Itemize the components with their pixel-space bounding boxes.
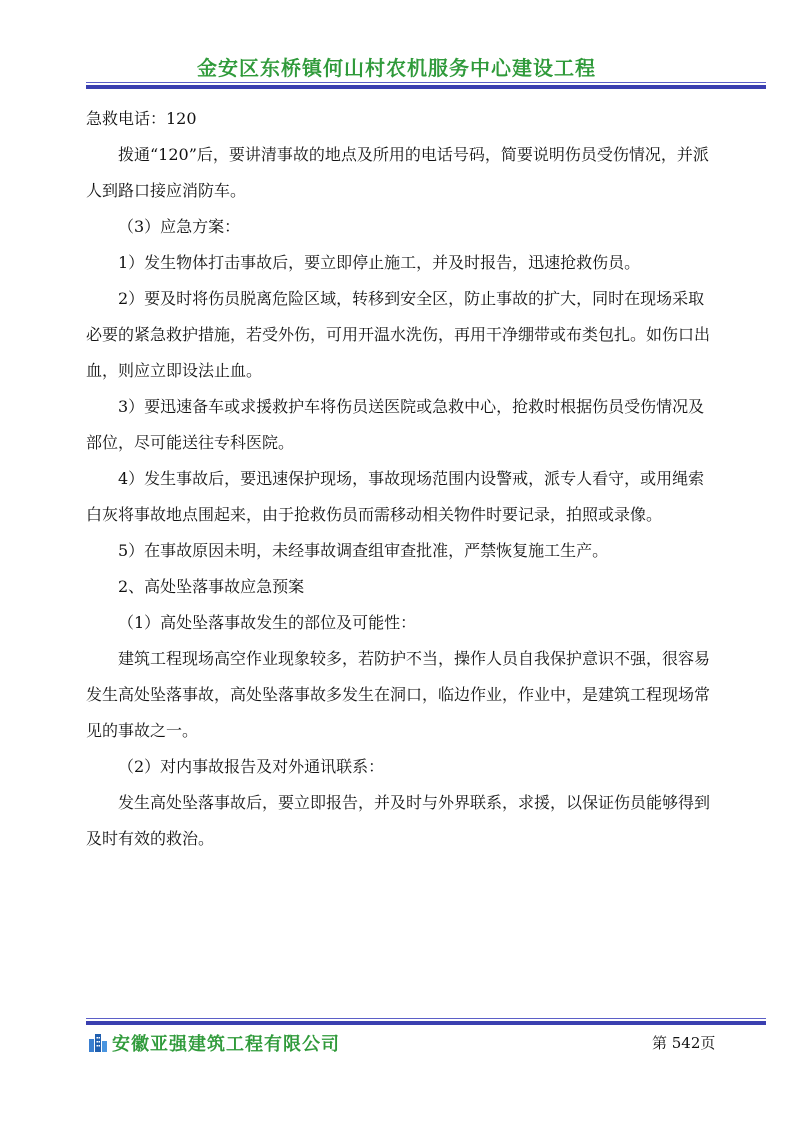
header-rule <box>86 82 766 89</box>
paragraph-step-1: 1）发生物体打击事故后，要立即停止施工，并及时报告，迅速抢救伤员。 <box>118 253 641 272</box>
building-logo-icon <box>88 1031 108 1053</box>
footer-company-name: 安徽亚强建筑工程有限公司 <box>112 1034 340 1055</box>
paragraph-step-4: 4）发生事故后，要迅速保护现场，事故现场范围内设警戒，派专人看守，或用绳索白灰将事故地点围起来，由于抢救伤员而需移动相关物件时要记录，拍照或录像。 <box>86 469 705 524</box>
footer-rule-thin <box>86 1018 766 1019</box>
paragraph-fall-description: 建筑工程现场高空作业现象较多，若防护不当，操作人员自我保护意识不强，很容易发生高处坠落事故，高处坠落事故多发生在洞口，临边作业，作业中，是建筑工程现场常见的事故之一。 <box>86 649 711 740</box>
paragraph-call-120: 拨通“120”后，要讲清事故的地点及所用的电话号码，简要说明伤员受伤情况，并派人到路口接应消防车。 <box>86 145 709 200</box>
paragraph-reporting: 发生高处坠落事故后，要立即报告，并及时与外界联系，求援，以保证伤员能够得到及时有效的救治。 <box>86 793 711 848</box>
paragraph-step-2: 2）要及时将伤员脱离危险区域，转移到安全区，防止事故的扩大，同时在现场采取必要的紧急救护措施，若受外伤，可用开温水洗伤，再用干净绷带或布类包扎。如伤口出血，则应立即设法止血。 <box>86 289 711 380</box>
header-rule-thin <box>86 82 766 83</box>
paragraph-step-5: 5）在事故原因未明，未经事故调查组审查批准，严禁恢复施工生产。 <box>118 541 609 560</box>
paragraph-emergency-phone: 急救电话：120 <box>86 109 197 128</box>
header-title: 金安区东桥镇何山村农机服务中心建设工程 <box>197 56 596 80</box>
paragraph-heading-reporting: （2）对内事故报告及对外通讯联系： <box>118 757 385 776</box>
paragraph-heading-plan: （3）应急方案： <box>118 217 241 236</box>
paragraph-heading-locations: （1）高处坠落事故发生的部位及可能性： <box>118 613 417 632</box>
paragraph-step-3: 3）要迅速备车或求援救护车将伤员送医院或急救中心，抢救时根据伤员受伤情况及部位，尽可能送往专科医院。 <box>86 397 705 452</box>
header-rule-thick <box>86 85 766 89</box>
footer-page-number: 第 542页 <box>652 1034 716 1052</box>
footer-rule-thick <box>86 1021 766 1025</box>
document-body <box>86 101 718 857</box>
footer-rule <box>86 1018 766 1025</box>
paragraph-section-2: 2、高处坠落事故应急预案 <box>118 577 305 596</box>
